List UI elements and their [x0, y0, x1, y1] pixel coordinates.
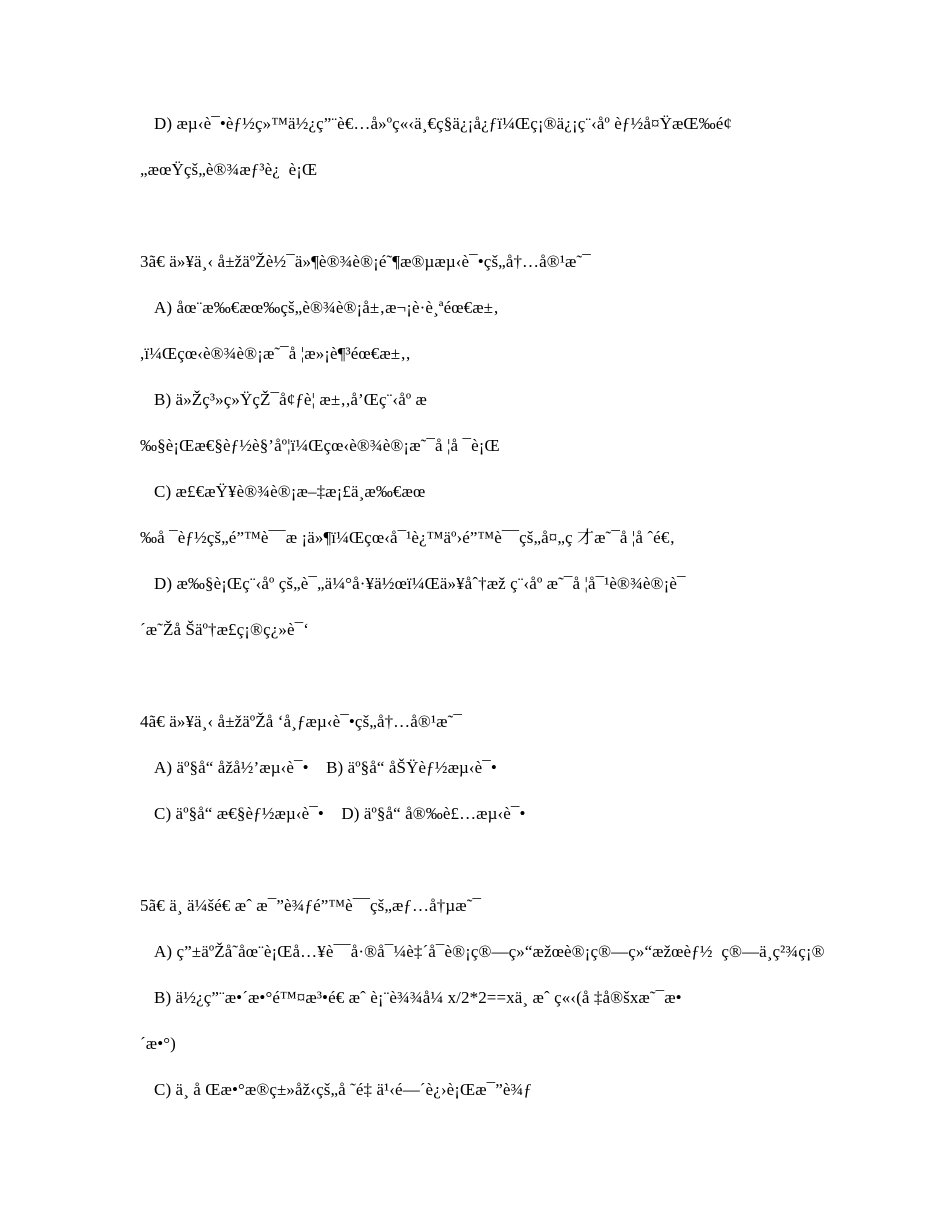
q4-options-ab: A) äº§å“ åžå½’æµ‹è¯• B) äº§å“ åŠŸèƒ½æµ‹è¯• [154, 758, 497, 777]
q5-option-b-line-1: B) ä½¿ç”¨æ•´æ•°é™¤æ³•é€ æˆ è¡¨è¾¾å¼ x/2*2==xä¸ æˆ ç«‹(å ‡å®šxæ˜¯æ• [154, 988, 682, 1007]
q5-option-a: A) ç”±äºŽå˜åœ¨è¡Œå…¥è¯¯å·®å¯¼è‡´å¯è®¡ç®—ç»“æžœè®¡ç®—ç»“æžœèƒ½ ç®—ä¸ç²¾ç¡® [154, 942, 825, 961]
q4-options-cd: C) äº§å“ æ€§èƒ½æµ‹è¯• D) äº§å“ å®‰è£…æµ‹è¯• [154, 804, 526, 823]
q3-option-b-line-2: ‰§è¡Œæ€§èƒ½è§’åº¦ï¼Œçœ‹è®¾è®¡æ˜¯å ¦å ¯è¡Œ [140, 436, 500, 455]
q5-option-c: C) ä¸ å Œæ•°æ®ç±»åž‹çš„å ˜é‡ ä¹‹é—´è¿›è¡Œæ¯”è¾ƒ [154, 1080, 533, 1099]
q2-option-d-line-1: D) æµ‹è¯•èƒ½ç»™ä½¿ç”¨è€…å»ºç«‹ä¸€ç§ä¿¡å¿ƒï¼Œç¡®ä¿¡ç¨‹åº èƒ½å¤ŸæŒ‰é¢ [154, 114, 732, 133]
q4-stem: 4ã€ ä»¥ä¸‹ å±žäºŽå ‘å¸ƒæµ‹è¯•çš„å†…å®¹æ˜¯ [140, 712, 462, 731]
q3-option-a-line-2: ,ï¼Œçœ‹è®¾è®¡æ˜¯å ¦æ»¡è¶³éœ€æ±‚, [140, 344, 411, 363]
q3-option-c-line-1: C) æ£€æŸ¥è®¾è®¡æ–‡æ¡£ä¸æ‰€æœ [154, 482, 426, 501]
q3-option-a-line-1: A) åœ¨æ‰€æœ‰çš„è®¾è®¡å±‚æ¬¡è·è¸ªéœ€æ±‚ [154, 298, 499, 317]
q3-option-d-line-2: ´æ˜Žå Šäº†æ£ç¡®ç¿»è¯‘ [140, 620, 309, 639]
q5-stem: 5ã€ ä¸ ä¼šé€ æˆ æ¯”è¾ƒé”™è¯¯çš„æƒ…å†µæ˜¯ [140, 896, 482, 915]
q5-option-b-line-2: ´æ•°) [140, 1034, 176, 1053]
q3-option-c-line-2: ‰å ¯èƒ½çš„é”™è¯¯æ ¡ä»¶ï¼Œçœ‹å¯¹è¿™äº›é”™è¯¯çš„å¤„ç 才æ˜¯å ¦å ˆé€‚ [140, 528, 676, 547]
q3-option-d-line-1: D) æ‰§è¡Œç¨‹åº çš„è¯„ä¼°å·¥ä½œï¼Œä»¥åˆ†æž ç¨‹åº æ˜¯å ¦å¯¹è®¾è®¡è¯ [154, 574, 686, 593]
q3-stem: 3ã€ ä»¥ä¸‹ å±žäºŽè½¯ä»¶è®¾è®¡é˜¶æ®µæµ‹è¯•çš„å†…å®¹æ˜¯ [140, 252, 591, 271]
q3-option-b-line-1: B) ä»Žç³»ç»ŸçŽ¯å¢ƒè¦ æ±‚,å’Œç¨‹åº æ [154, 390, 427, 409]
q2-option-d-line-2: „æœŸçš„è®¾æƒ³è¿ è¡Œ [140, 160, 318, 179]
